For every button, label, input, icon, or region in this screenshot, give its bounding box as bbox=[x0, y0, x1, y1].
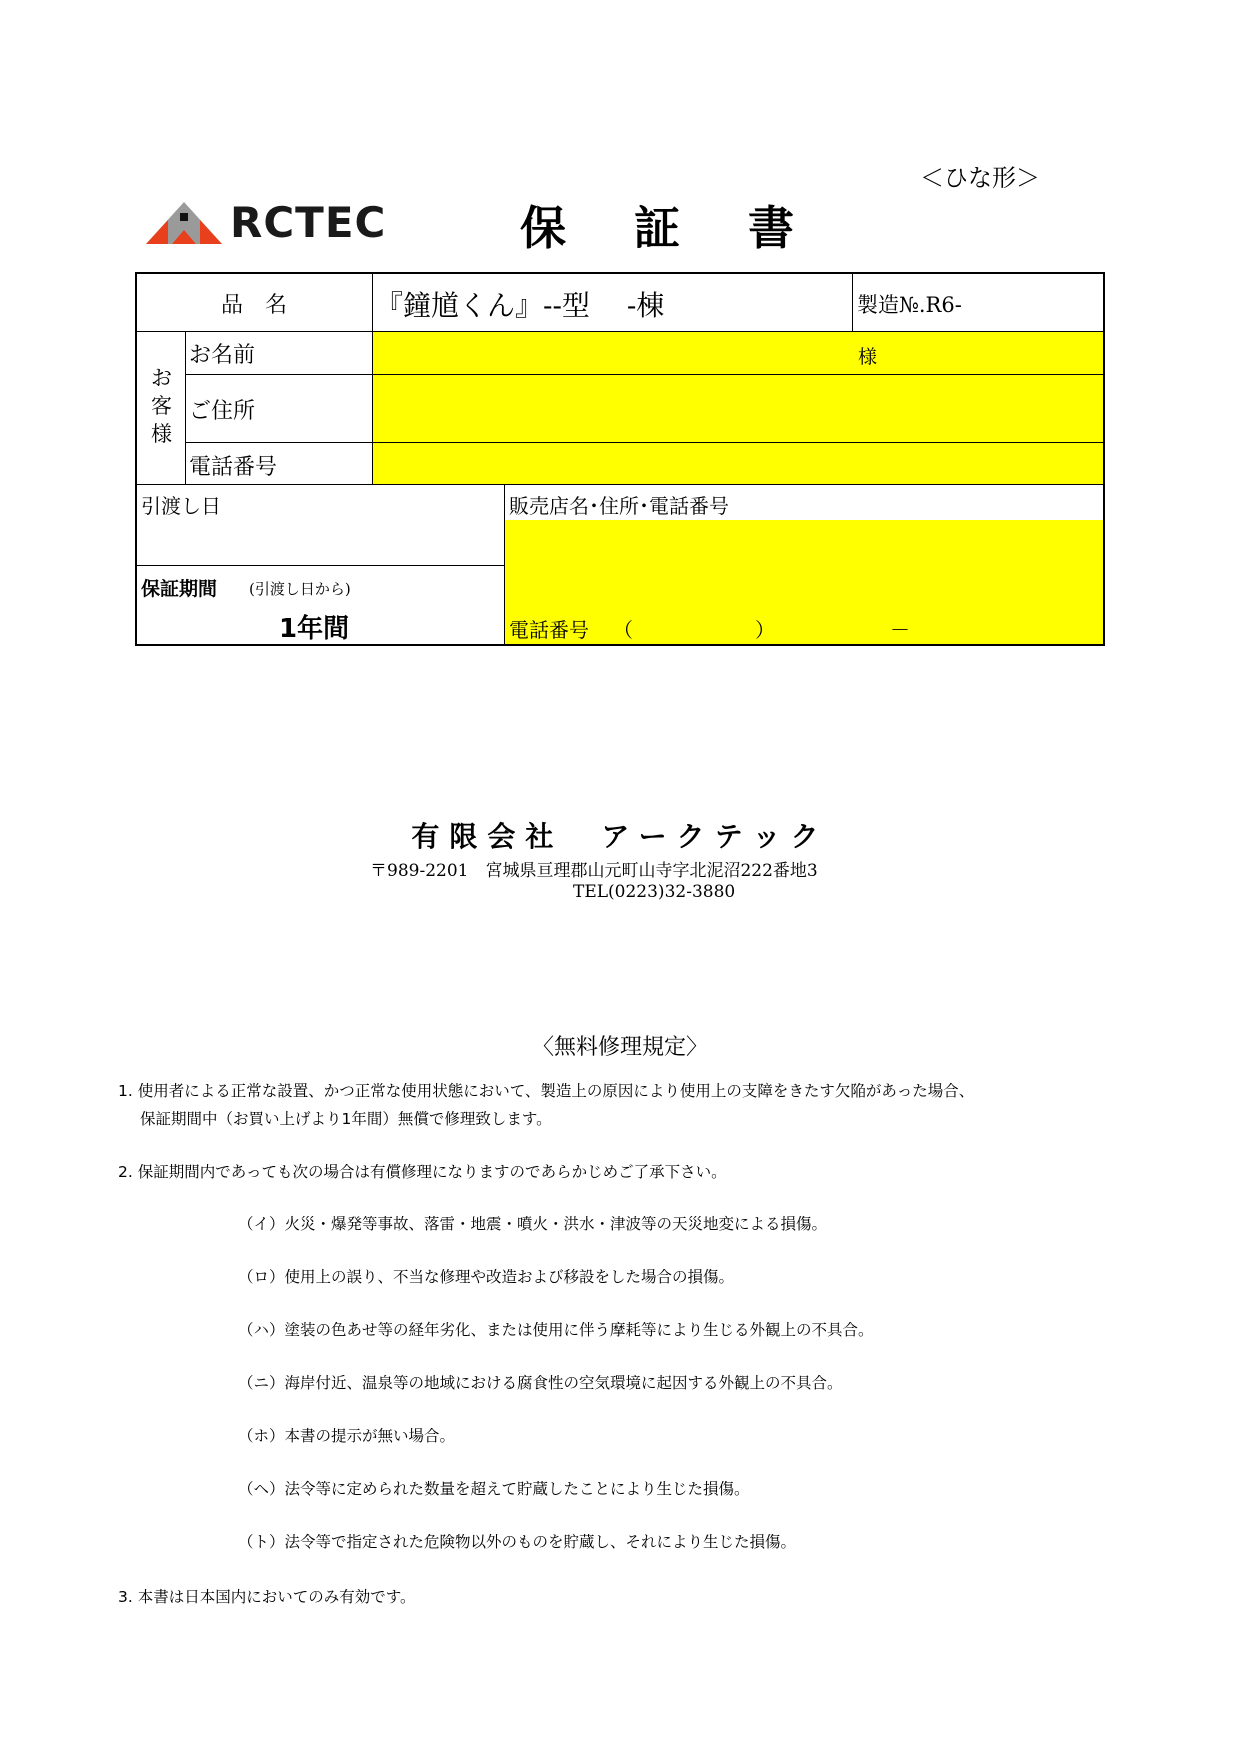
company-name: 有限会社 アークテック bbox=[411, 820, 829, 853]
page-title: 保 証 書 bbox=[520, 201, 821, 255]
rule-sub-item: （ニ）海岸付近、温泉等の地域における腐食性の空気環境に起因する外観上の不具合。 bbox=[238, 1374, 843, 1392]
phone-label: 電話番号 bbox=[189, 455, 278, 480]
logo-house-icon bbox=[138, 196, 230, 248]
product-label: 品 名 bbox=[221, 293, 288, 318]
dealer-label: 販売店名･住所･電話番号 bbox=[509, 494, 729, 518]
rules-title: 〈無料修理規定〉 bbox=[531, 1035, 708, 1060]
address-label: ご住所 bbox=[189, 399, 256, 424]
product-value: 『鐘馗くん』--型 -棟 bbox=[375, 289, 665, 322]
customer-label-char: 様 bbox=[151, 422, 172, 446]
rule-item-1-cont: 保証期間中（お買い上げより1年間）無償で修理致します。 bbox=[140, 1110, 552, 1128]
rule-item-2: 2. 保証期間内であっても次の場合は有償修理になりますのであらかじめご了承下さい。 bbox=[118, 1163, 727, 1181]
warranty-form bbox=[135, 272, 1105, 646]
dealer-phone-open: （ bbox=[613, 618, 633, 642]
customer-input-area[interactable] bbox=[372, 332, 1103, 484]
rule-sub-item: （ホ）本書の提示が無い場合。 bbox=[238, 1427, 456, 1445]
serial-number-label: 製造№.R6- bbox=[857, 293, 962, 317]
name-suffix: 様 bbox=[858, 346, 878, 368]
dealer-phone-label: 電話番号 bbox=[509, 618, 589, 642]
dealer-phone-dash: － bbox=[890, 618, 910, 642]
delivery-date-label: 引渡し日 bbox=[141, 494, 221, 518]
customer-label-char: 客 bbox=[151, 394, 172, 418]
warranty-period-label: 保証期間 bbox=[141, 578, 218, 600]
rule-sub-item: （ヘ）法令等に定められた数量を超えて貯蔵したことにより生じた損傷。 bbox=[238, 1480, 750, 1498]
dealer-phone-close: ） bbox=[755, 618, 775, 642]
company-address: 〒989-2201 宮城県亘理郡山元町山寺字北泥沼222番地3 bbox=[370, 861, 818, 881]
rule-item-1: 1. 使用者による正常な設置、かつ正常な使用状態において、製造上の原因により使用上の支障をきたす欠陥があった場合、 bbox=[118, 1082, 975, 1100]
rule-sub-item: （イ）火災・爆発等事故、落雷・地震・噴火・洪水・津波等の天災地変による損傷。 bbox=[238, 1215, 828, 1233]
rule-sub-item: （ロ）使用上の誤り、不当な修理や改造および移設をした場合の損傷。 bbox=[238, 1268, 735, 1286]
rule-item-3: 3. 本書は日本国内においてのみ有効です。 bbox=[118, 1588, 416, 1606]
template-label: ＜ひな形＞ bbox=[920, 164, 1040, 192]
rule-sub-item: （ト）法令等で指定された危険物以外のものを貯蔵し、それにより生じた損傷。 bbox=[238, 1533, 797, 1551]
warranty-period-value: 1年間 bbox=[279, 614, 350, 644]
company-logo bbox=[138, 196, 387, 248]
warranty-period-note: (引渡し日から) bbox=[249, 580, 351, 598]
rule-sub-item: （ハ）塗装の色あせ等の経年劣化、または使用に伴う摩耗等により生じる外観上の不具合。 bbox=[238, 1321, 874, 1339]
logo-text: RCTEC bbox=[230, 198, 387, 247]
dealer-input-area[interactable] bbox=[505, 520, 1103, 644]
company-tel: TEL(0223)32-3880 bbox=[573, 882, 736, 902]
name-label: お名前 bbox=[189, 343, 256, 368]
customer-label-char: お bbox=[151, 366, 172, 390]
